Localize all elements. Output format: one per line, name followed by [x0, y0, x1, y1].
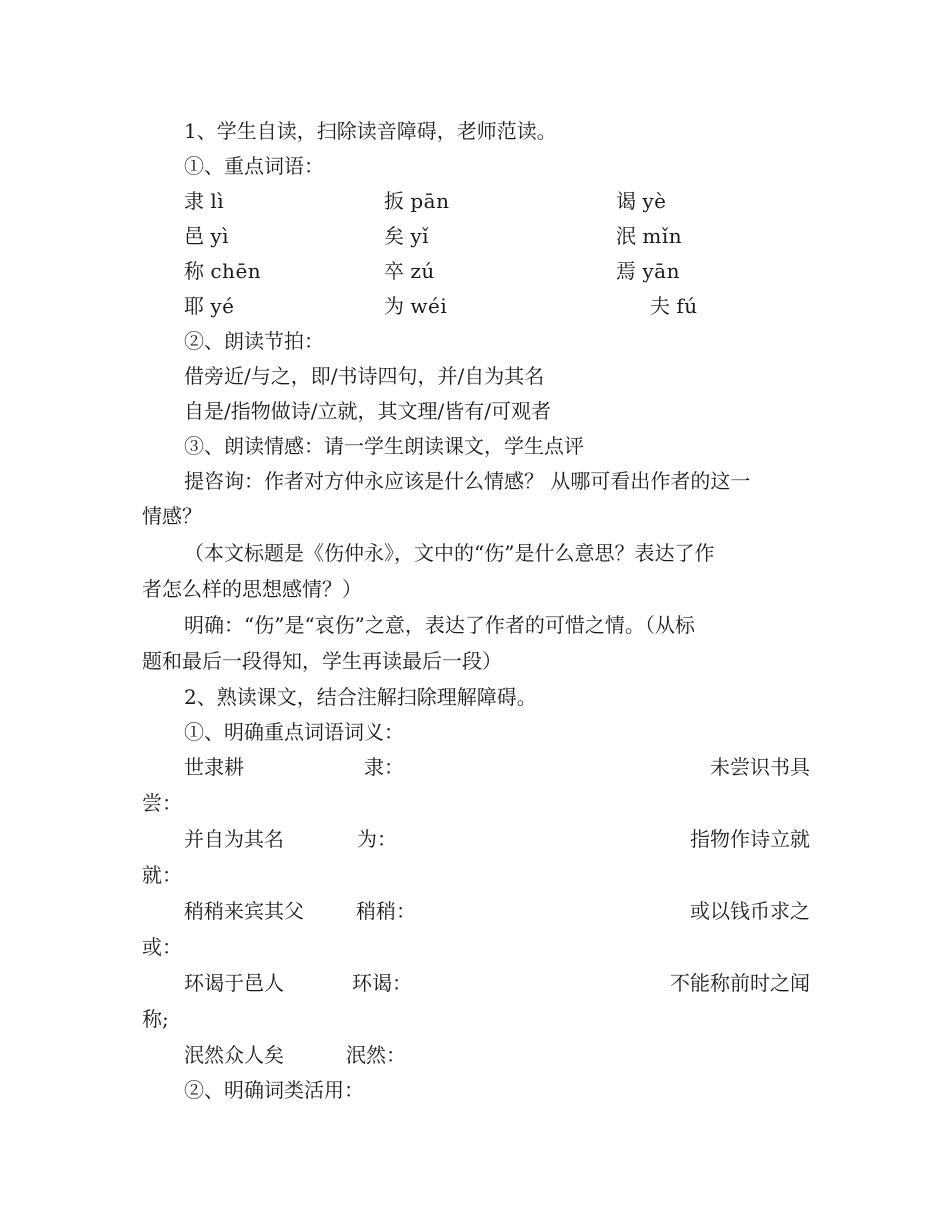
- gloss-phrase: 稍稍来宾其父: [184, 899, 304, 923]
- question-line: （本文标题是《伤仲永》，文中的“伤”是什么意思？表达了作: [184, 541, 715, 565]
- gloss-phrase: 世隶耕: [184, 755, 244, 779]
- gloss-word: 泯然：: [346, 1043, 406, 1067]
- vocab-item: 夫 fú: [650, 294, 698, 318]
- gloss-word: 稍稍：: [356, 899, 416, 923]
- word-meaning-heading: ①、明确重点词语词义：: [184, 720, 404, 744]
- section-1-heading: 1、学生自读，扫除读音障碍，老师范读。: [184, 119, 557, 143]
- vocab-item: 耶 yé: [184, 294, 235, 318]
- word-class-heading: ②、明确词类活用：: [184, 1078, 364, 1102]
- question-line: 情感？: [142, 504, 202, 528]
- vocab-item: 焉 yān: [616, 259, 680, 283]
- gloss-wrap: 称;: [142, 1007, 169, 1031]
- vocab-item: 卒 zú: [384, 259, 435, 283]
- vocab-item: 为 wéi: [384, 294, 448, 318]
- gloss-phrase-right: 指物作诗立就: [690, 827, 810, 851]
- gloss-phrase-right: 未尝识书具: [710, 755, 810, 779]
- key-words-heading: ①、重点词语：: [184, 154, 324, 178]
- gloss-wrap: 就：: [142, 863, 182, 887]
- gloss-wrap: 或：: [142, 935, 182, 959]
- gloss-wrap: 尝：: [142, 791, 182, 815]
- section-2-heading: 2、熟读课文，结合注解扫除理解障碍。: [184, 685, 537, 709]
- vocab-item: 称 chēn: [184, 259, 262, 283]
- gloss-phrase: 并自为其名: [184, 827, 284, 851]
- vocab-item: 隶 lì: [184, 189, 225, 213]
- reading-rhythm-heading: ②、朗读节拍：: [184, 329, 324, 353]
- vocab-item: 邑 yì: [184, 224, 230, 248]
- gloss-phrase: 环谒于邑人: [184, 971, 284, 995]
- rhythm-line: 自是/指物做诗/立就，其文理/皆有/可观者: [184, 399, 551, 423]
- gloss-phrase: 泯然众人矣: [184, 1043, 284, 1067]
- vocab-item: 矣 yǐ: [384, 224, 430, 248]
- vocab-item: 扳 pān: [384, 189, 450, 213]
- reading-emotion-heading: ③、朗读情感：请一学生朗读课文，学生点评: [184, 434, 584, 458]
- gloss-phrase-right: 不能称前时之闻: [670, 971, 810, 995]
- gloss-phrase-right: 或以钱币求之: [690, 899, 810, 923]
- question-line: 提咨询：作者对方仲永应该是什么情感？ 从哪可看出作者的这一: [184, 469, 751, 493]
- vocab-item: 泯 mǐn: [616, 224, 683, 248]
- vocab-item: 谒 yè: [616, 189, 667, 213]
- question-line: 者怎么样的思想感情？）: [142, 577, 362, 601]
- rhythm-line: 借旁近/与之，即/书诗四句，并/自为其名: [184, 364, 545, 388]
- answer-line: 题和最后一段得知，学生再读最后一段）: [142, 649, 502, 673]
- gloss-word: 隶：: [364, 755, 404, 779]
- gloss-word: 为：: [357, 827, 397, 851]
- answer-line: 明确：“伤”是“哀伤”之意，表达了作者的可惜之情。（从标: [184, 613, 695, 637]
- gloss-word: 环谒：: [352, 971, 412, 995]
